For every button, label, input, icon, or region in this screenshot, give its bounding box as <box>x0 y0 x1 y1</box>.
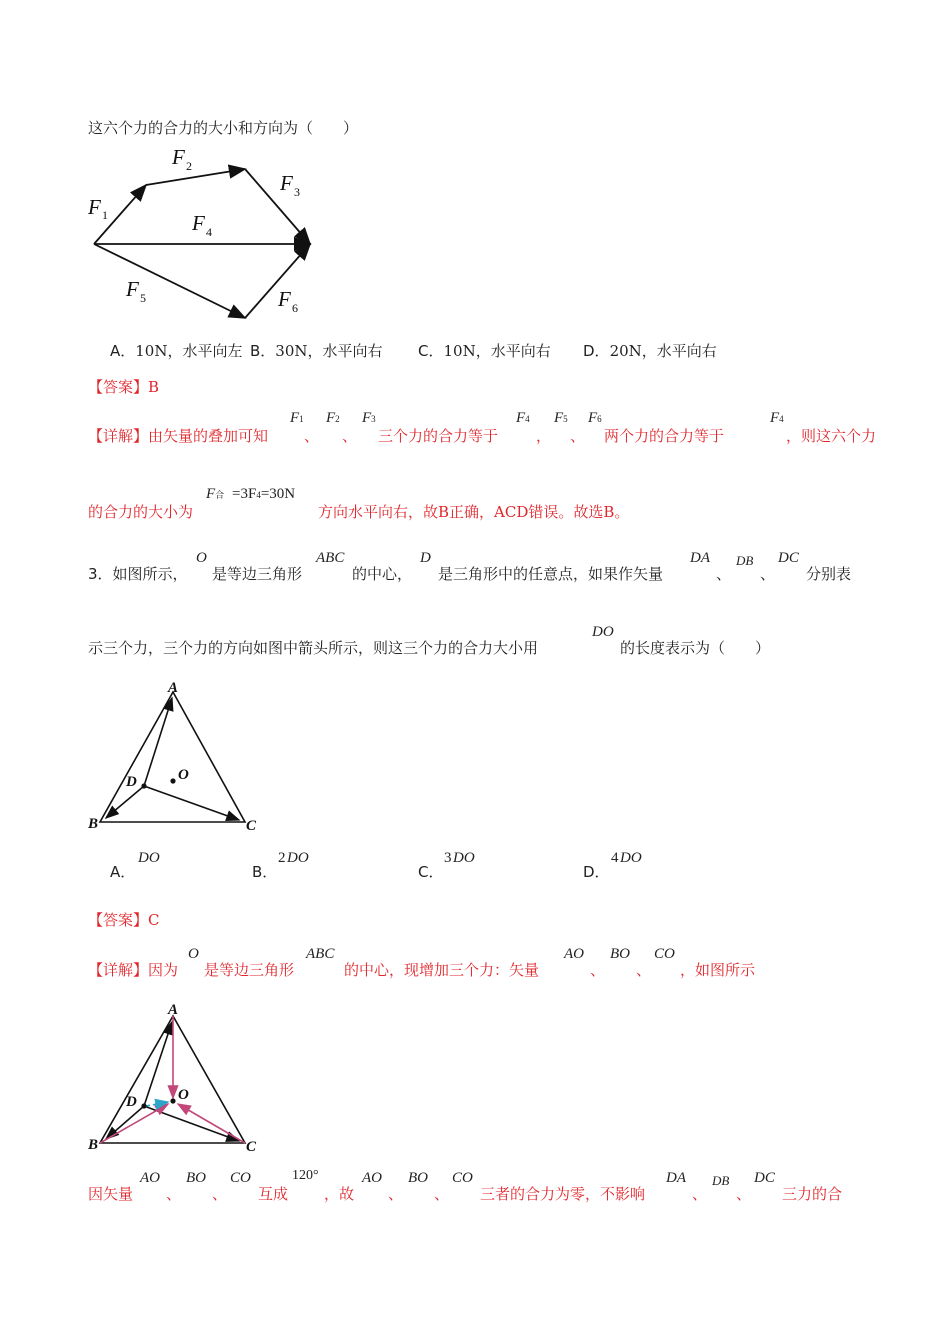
label-f5: F <box>126 277 139 301</box>
svg-text:D: D <box>126 774 137 790</box>
force-polygon-figure <box>80 140 330 330</box>
sub-f2: 2 <box>186 159 192 173</box>
q2-option-a[interactable]: A．10N，水平向左 <box>110 342 243 360</box>
vector-f3 <box>245 169 310 244</box>
q2-detail-head: 【详解】由矢量的叠加可知 <box>88 427 269 445</box>
sub-f1: 1 <box>102 208 108 222</box>
vector-f5 <box>94 244 245 318</box>
svg-text:O: O <box>178 1087 189 1103</box>
q2-option-d[interactable]: D．20N，水平向右 <box>583 342 717 360</box>
svg-text:C: C <box>246 818 257 834</box>
svg-text:A: A <box>168 1002 179 1018</box>
sub-f6: 6 <box>292 301 298 315</box>
math-formula: =3F4=30N <box>232 486 296 502</box>
q2-answer: 【答案】B <box>88 378 160 396</box>
math-f4-b: F4 <box>770 410 784 426</box>
math-f5: F5 <box>554 410 568 426</box>
vector-f2 <box>146 169 245 185</box>
triangle-figure-2 <box>80 1000 270 1160</box>
math-f3: F3 <box>362 410 376 426</box>
label-f6: F <box>278 287 291 311</box>
svg-text:D: D <box>126 1094 137 1110</box>
q2-stem: 这六个力的合力的大小和方向为（ ） <box>88 119 359 137</box>
triangle-figure-1 <box>80 676 270 836</box>
svg-text:O: O <box>178 767 189 783</box>
svg-text:A: A <box>168 680 179 696</box>
svg-text:B: B <box>88 1137 99 1153</box>
q3-answer: 【答案】C <box>88 911 160 929</box>
sub-f4: 4 <box>206 225 212 239</box>
label-f3: F <box>280 171 293 195</box>
math-f2: F2 <box>326 410 340 426</box>
svg-text:C: C <box>246 1139 257 1155</box>
label-f1: F <box>88 195 101 219</box>
q3-stem-1: 3．如图所示， <box>88 565 188 583</box>
sub-f3: 3 <box>294 185 300 199</box>
q2-option-b[interactable]: B．30N，水平向右 <box>250 342 383 360</box>
label-f4: F <box>192 211 205 235</box>
math-f6: F6 <box>588 410 602 426</box>
sub-f5: 5 <box>140 291 146 305</box>
q2-option-c[interactable]: C．10N，水平向右 <box>418 342 551 360</box>
svg-text:B: B <box>88 816 99 832</box>
math-f1: F1 <box>290 410 304 426</box>
math-f4: F4 <box>516 410 530 426</box>
math-f-he: F合 <box>206 486 225 502</box>
label-f2: F <box>172 145 185 169</box>
